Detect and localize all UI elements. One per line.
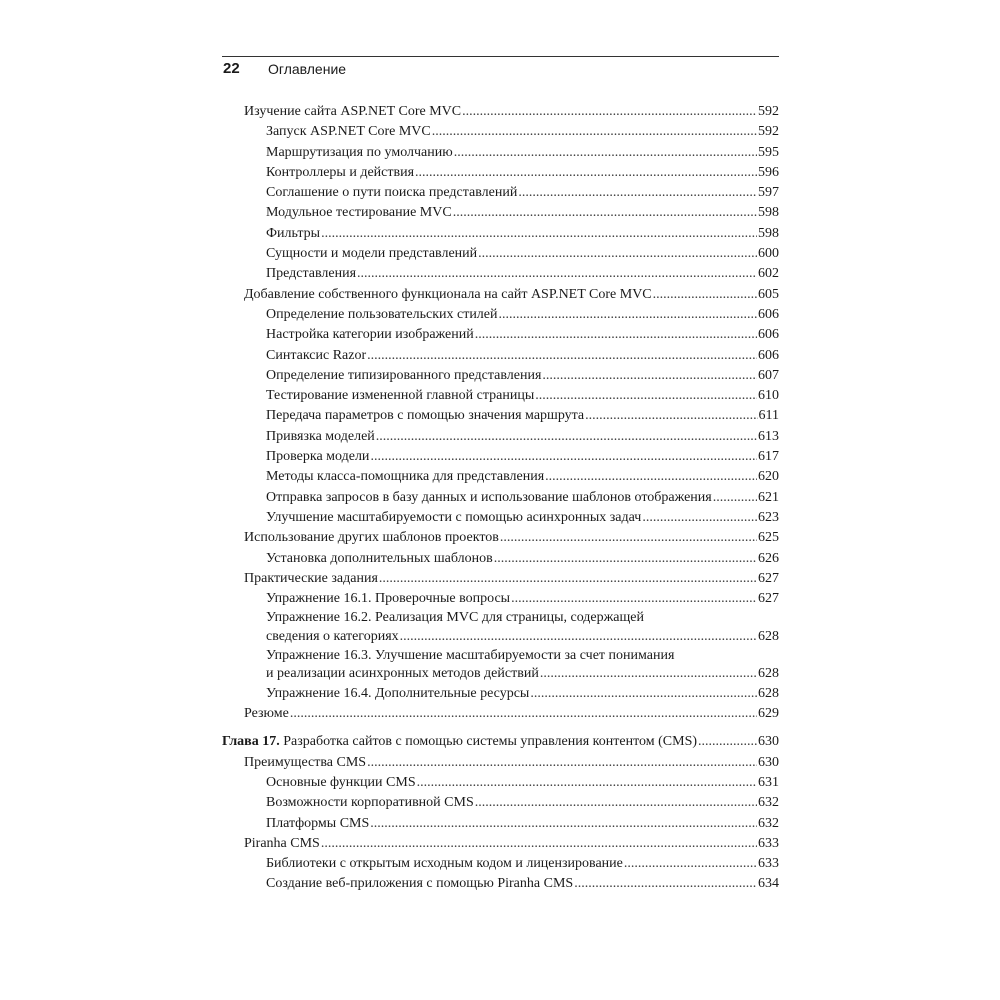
chapter-label: Глава 17. <box>222 734 280 750</box>
dot-leader <box>321 224 757 244</box>
toc-entry <box>222 102 779 122</box>
toc-entry-title: Определение типизированного представления <box>266 367 542 383</box>
toc-entry-page: 611 <box>758 408 779 424</box>
dot-leader <box>713 488 757 508</box>
toc-entry-page: 629 <box>758 706 779 722</box>
dot-leader <box>542 366 757 386</box>
toc-entry-title: Резюме <box>244 706 289 722</box>
dot-leader <box>540 665 757 684</box>
dot-leader <box>499 305 758 325</box>
toc-entry-page: 595 <box>758 144 779 160</box>
toc-entry <box>222 224 779 244</box>
dot-leader <box>321 834 757 854</box>
toc-entry-page: 606 <box>758 347 779 363</box>
toc-entry <box>222 488 779 508</box>
toc-entry-page: 610 <box>758 388 779 404</box>
toc-entry <box>222 814 779 834</box>
toc-entry <box>222 427 779 447</box>
toc-entry-page: 592 <box>758 124 779 140</box>
header-rule <box>222 56 779 57</box>
toc-entry-title: Соглашение о пути поиска представлений <box>266 185 518 201</box>
toc-entry <box>222 589 779 609</box>
dot-leader <box>376 427 757 447</box>
toc-entry-page: 625 <box>758 530 779 546</box>
toc-entry <box>222 143 779 163</box>
dot-leader <box>653 285 757 305</box>
toc-entry <box>222 122 779 142</box>
toc-entry-title: Синтаксис Razor <box>266 347 367 363</box>
toc-entry-title: Контроллеры и действия <box>266 164 415 180</box>
toc-entry-title: Методы класса-помощника для представления <box>266 469 545 485</box>
toc-entry-title: Передача параметров с помощью значения маршрута <box>266 408 585 424</box>
toc-entry-page: 606 <box>758 306 779 322</box>
toc-entry-page: 617 <box>758 449 779 465</box>
toc-entry-title: Сущности и модели представлений <box>266 246 478 262</box>
toc-entry <box>222 325 779 345</box>
toc-entry-title: Улучшение масштабируемости с помощью асинхронных задач <box>266 509 642 525</box>
chapter-title: Разработка сайтов с помощью системы управления контентом (CMS) <box>283 734 698 750</box>
toc-entry <box>222 753 779 773</box>
dot-leader <box>453 203 757 223</box>
dot-leader <box>370 814 757 834</box>
dot-leader <box>574 874 757 894</box>
toc-entry-title: Тестирование измененной главной страницы <box>266 388 535 404</box>
toc-entry-page: 632 <box>758 815 779 831</box>
dot-leader <box>624 854 757 874</box>
toc-entry <box>222 386 779 406</box>
toc-entry <box>222 834 779 854</box>
toc-entry-page: 633 <box>758 835 779 851</box>
toc-entry <box>222 704 779 724</box>
toc-entry-page: 620 <box>758 469 779 485</box>
toc-entry-title-line2: и реализации асинхронных методов действий <box>266 666 539 682</box>
toc-entry-title: Определение пользовательских стилей <box>266 306 498 322</box>
toc-entry <box>222 406 779 426</box>
toc-entry <box>222 366 779 386</box>
toc-entry-title: Маршрутизация по умолчанию <box>266 144 453 160</box>
toc-entry-title: Проверка модели <box>266 449 370 465</box>
toc-entry-page: 627 <box>758 570 779 586</box>
toc-entry <box>222 346 779 366</box>
toc-entry-page: 628 <box>758 666 779 682</box>
toc-entry-page: 631 <box>758 774 779 790</box>
toc-entry-page: 632 <box>758 795 779 811</box>
table-of-contents <box>222 102 779 895</box>
toc-entry-page: 606 <box>758 327 779 343</box>
toc-entry-title: Представления <box>266 266 357 282</box>
toc-entry-page: 630 <box>758 734 779 750</box>
toc-entry-page: 623 <box>758 509 779 525</box>
dot-leader <box>494 549 757 569</box>
dot-leader <box>535 386 757 406</box>
toc-entry-title: Изучение сайта ASP.NET Core MVC <box>244 104 462 119</box>
toc-entry-title: Основные функции CMS <box>266 774 416 790</box>
toc-entry <box>222 508 779 528</box>
toc-entry-title: Упражнение 16.1. Проверочные вопросы <box>266 591 511 607</box>
toc-entry <box>222 854 779 874</box>
toc-entry-page: 592 <box>758 104 779 119</box>
toc-entry-page: 602 <box>758 266 779 282</box>
toc-entry-page: 628 <box>758 629 779 645</box>
dot-leader <box>370 447 757 467</box>
toc-entry <box>222 244 779 264</box>
dot-leader <box>475 325 757 345</box>
toc-entry-page: 596 <box>758 164 779 180</box>
dot-leader <box>511 589 757 609</box>
toc-entry-title: Запуск ASP.NET Core MVC <box>266 124 431 140</box>
toc-entry <box>222 874 779 894</box>
toc-entry-title: Преимущества CMS <box>244 754 367 770</box>
toc-entry-page: 600 <box>758 246 779 262</box>
dot-leader <box>462 102 757 122</box>
toc-entry-page: 627 <box>758 591 779 607</box>
dot-leader <box>475 793 757 813</box>
toc-entry <box>222 528 779 548</box>
dot-leader <box>478 244 757 264</box>
toc-entry-page: 605 <box>758 286 779 302</box>
toc-entry-title: Использование других шаблонов проектов <box>244 530 499 546</box>
toc-entry <box>222 773 779 793</box>
toc-entry-title: Отправка запросов в базу данных и использование шаблонов отображения <box>266 489 712 505</box>
dot-leader <box>698 732 757 752</box>
toc-entry-page: 626 <box>758 550 779 566</box>
dot-leader <box>530 684 757 704</box>
toc-entry-title: Добавление собственного функционала на сайт ASP.NET Core MVC <box>244 286 652 302</box>
toc-entry <box>222 183 779 203</box>
toc-entry <box>222 549 779 569</box>
toc-entry-title: Платформы CMS <box>266 815 370 831</box>
toc-entry-title: Практические задания <box>244 570 378 586</box>
toc-entry-title: Библиотеки с открытым исходным кодом и лицензирование <box>266 856 623 872</box>
dot-leader <box>432 122 757 142</box>
dot-leader <box>454 143 757 163</box>
toc-entry-page: 630 <box>758 754 779 770</box>
dot-leader <box>585 406 757 426</box>
toc-chapter-entry <box>222 732 779 752</box>
toc-entry <box>222 447 779 467</box>
toc-entry-title-line1: Упражнение 16.3. Улучшение масштабируемости за счет понимания <box>266 647 675 663</box>
dot-leader <box>545 467 757 487</box>
dot-leader <box>367 753 757 773</box>
toc-entry-title: Установка дополнительных шаблонов <box>266 550 493 566</box>
toc-entry-page: 607 <box>758 367 779 383</box>
toc-entry-page: 613 <box>758 428 779 444</box>
toc-entry-title: Создание веб-приложения с помощью Piranha CMS <box>266 876 574 892</box>
toc-entry <box>222 609 779 646</box>
toc-entry-page: 621 <box>758 489 779 505</box>
dot-leader <box>367 346 757 366</box>
toc-entry-page: 628 <box>758 685 779 701</box>
toc-entry <box>222 569 779 589</box>
toc-entry <box>222 203 779 223</box>
toc-entry <box>222 684 779 704</box>
dot-leader <box>518 183 757 203</box>
toc-entry-page: 598 <box>758 205 779 221</box>
dot-leader <box>379 569 757 589</box>
toc-entry <box>222 647 779 684</box>
toc-entry <box>222 285 779 305</box>
toc-entry-page: 634 <box>758 876 779 892</box>
dot-leader <box>400 628 757 647</box>
toc-entry-page: 633 <box>758 856 779 872</box>
toc-entry-title-line1: Упражнение 16.2. Реализация MVC для страницы, содержащей <box>266 610 644 626</box>
toc-entry-title: Привязка моделей <box>266 428 375 444</box>
running-head: Оглавление <box>268 61 347 77</box>
toc-entry-title-line2: сведения о категориях <box>266 629 399 645</box>
toc-entry-page: 597 <box>758 185 779 201</box>
dot-leader <box>642 508 757 528</box>
toc-entry-title: Piranha CMS <box>244 835 320 851</box>
toc-entry-title: Настройка категории изображений <box>266 327 474 343</box>
toc-entry <box>222 793 779 813</box>
toc-entry <box>222 305 779 325</box>
dot-leader <box>500 528 757 548</box>
toc-entry-title: Возможности корпоративной CMS <box>266 795 474 811</box>
dot-leader <box>290 704 757 724</box>
toc-entry-page: 598 <box>758 225 779 241</box>
dot-leader <box>357 264 757 284</box>
toc-entry <box>222 163 779 183</box>
toc-entry <box>222 467 779 487</box>
toc-entry-title: Модульное тестирование MVC <box>266 205 452 221</box>
dot-leader <box>417 773 757 793</box>
toc-entry-title: Фильтры <box>266 225 321 241</box>
toc-entry-title: Упражнение 16.4. Дополнительные ресурсы <box>266 685 530 701</box>
dot-leader <box>415 163 757 183</box>
toc-entry <box>222 264 779 284</box>
page-number: 22 <box>223 60 240 77</box>
